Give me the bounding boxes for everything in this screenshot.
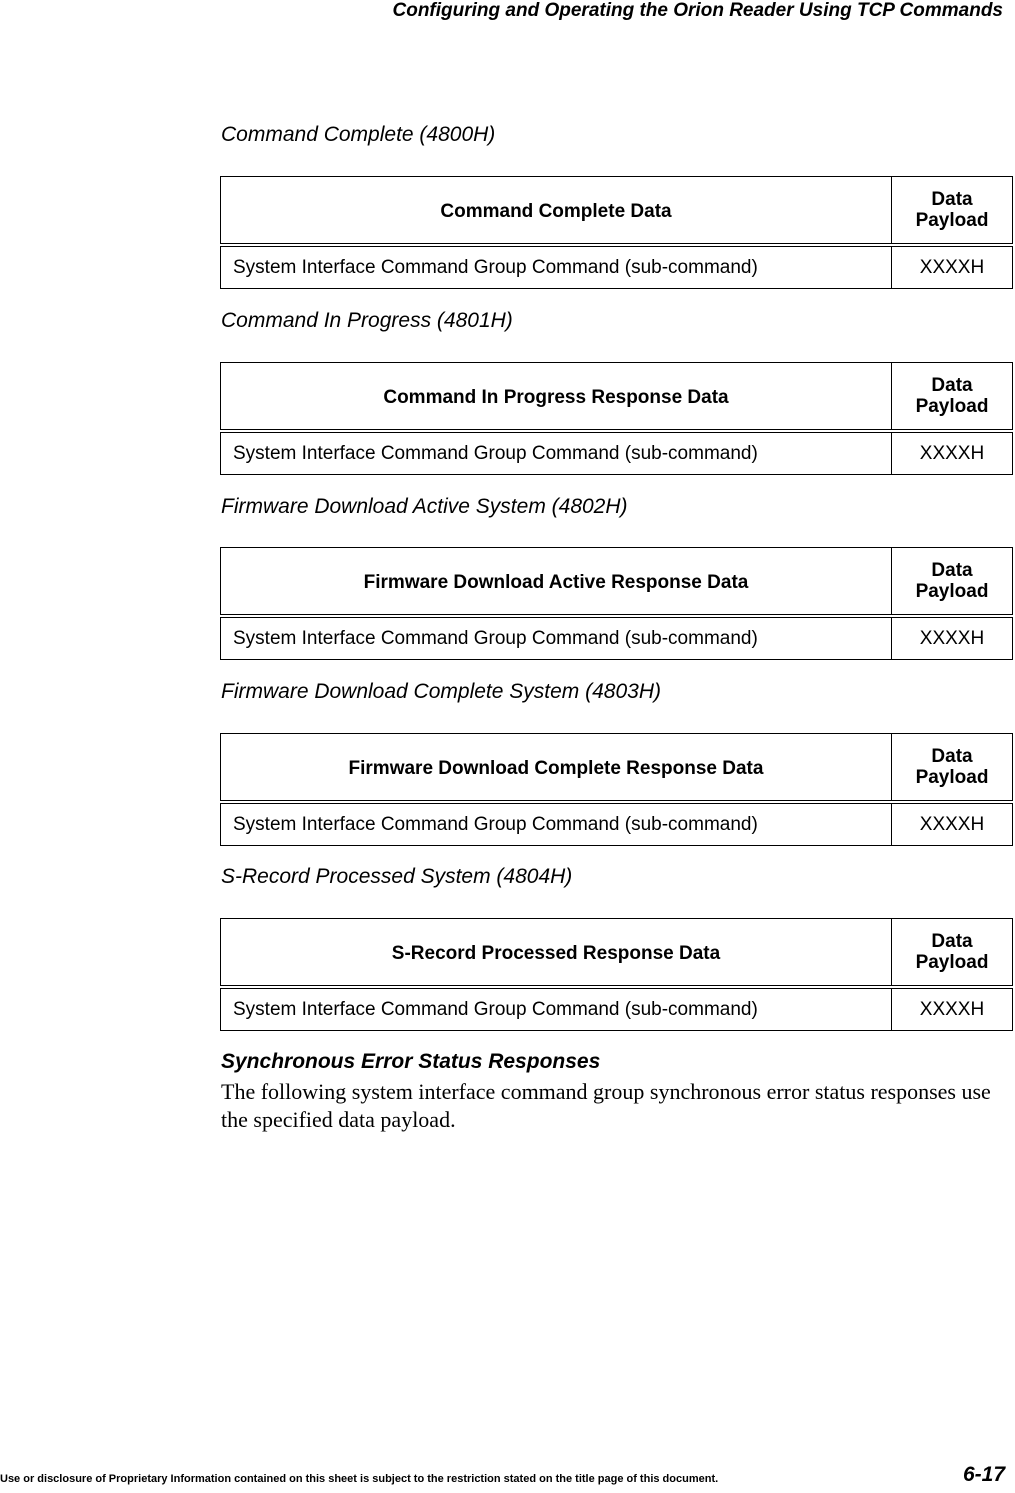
column-header-payload xyxy=(892,177,1013,246)
column-header-payload xyxy=(892,919,1013,988)
column-header-data: Firmware Download Active Response Data xyxy=(221,548,892,617)
header-line: Payload xyxy=(915,396,989,417)
table-header-row xyxy=(221,548,1013,617)
header-line: Data xyxy=(931,375,973,396)
header-line: Data xyxy=(931,746,973,767)
table-row xyxy=(221,431,1013,475)
table-row xyxy=(221,987,1013,1031)
header-line: Data xyxy=(931,189,973,210)
table-firmware-download-active xyxy=(220,547,1013,660)
footer-proprietary-note: Use or disclosure of Proprietary Information contained on this sheet is subject to the restriction stated on the title page of this document. xyxy=(0,1473,719,1485)
row-value: XXXXH xyxy=(892,987,1013,1031)
section-heading-command-in-progress: Command In Progress (4801H) xyxy=(221,309,513,332)
section-heading-s-record-processed: S-Record Processed System (4804H) xyxy=(221,865,573,888)
table-header-row xyxy=(221,919,1013,988)
subheading-synchronous-error: Synchronous Error Status Responses xyxy=(221,1050,601,1073)
column-header-data: S-Record Processed Response Data xyxy=(221,919,892,988)
row-description: System Interface Command Group Command (sub-command) xyxy=(221,616,892,660)
row-value: XXXXH xyxy=(892,431,1013,475)
section-heading-command-complete: Command Complete (4800H) xyxy=(221,123,496,146)
row-value: XXXXH xyxy=(892,245,1013,289)
section-heading-firmware-download-active: Firmware Download Active System (4802H) xyxy=(221,495,628,518)
table-row xyxy=(221,245,1013,289)
section-heading-firmware-download-complete: Firmware Download Complete System (4803H) xyxy=(221,680,661,703)
header-line: Payload xyxy=(915,581,989,602)
column-header-payload xyxy=(892,548,1013,617)
column-header-payload xyxy=(892,363,1013,432)
row-description: System Interface Command Group Command (sub-command) xyxy=(221,431,892,475)
table-header-row xyxy=(221,177,1013,246)
table-s-record-processed xyxy=(220,918,1013,1031)
running-header: Configuring and Operating the Orion Reader Using TCP Commands xyxy=(392,0,1003,21)
header-line: Data xyxy=(931,560,973,581)
row-value: XXXXH xyxy=(892,802,1013,846)
table-command-in-progress xyxy=(220,362,1013,475)
header-line: Payload xyxy=(915,767,989,788)
table-row xyxy=(221,802,1013,846)
table-header-row xyxy=(221,363,1013,432)
column-header-data: Command In Progress Response Data xyxy=(221,363,892,432)
page-number: 6-17 xyxy=(962,1463,1005,1486)
body-paragraph: The following system interface command group synchronous error status responses use the specified data payload. xyxy=(221,1079,991,1132)
row-value: XXXXH xyxy=(892,616,1013,660)
column-header-data: Firmware Download Complete Response Data xyxy=(221,734,892,803)
row-description: System Interface Command Group Command (sub-command) xyxy=(221,802,892,846)
header-line: Payload xyxy=(915,952,989,973)
header-line: Payload xyxy=(915,210,989,231)
column-header-data: Command Complete Data xyxy=(221,177,892,246)
table-firmware-download-complete xyxy=(220,733,1013,846)
row-description: System Interface Command Group Command (sub-command) xyxy=(221,987,892,1031)
row-description: System Interface Command Group Command (sub-command) xyxy=(221,245,892,289)
table-command-complete xyxy=(220,176,1013,289)
header-line: Data xyxy=(931,931,973,952)
table-header-row xyxy=(221,734,1013,803)
table-row xyxy=(221,616,1013,660)
column-header-payload xyxy=(892,734,1013,803)
